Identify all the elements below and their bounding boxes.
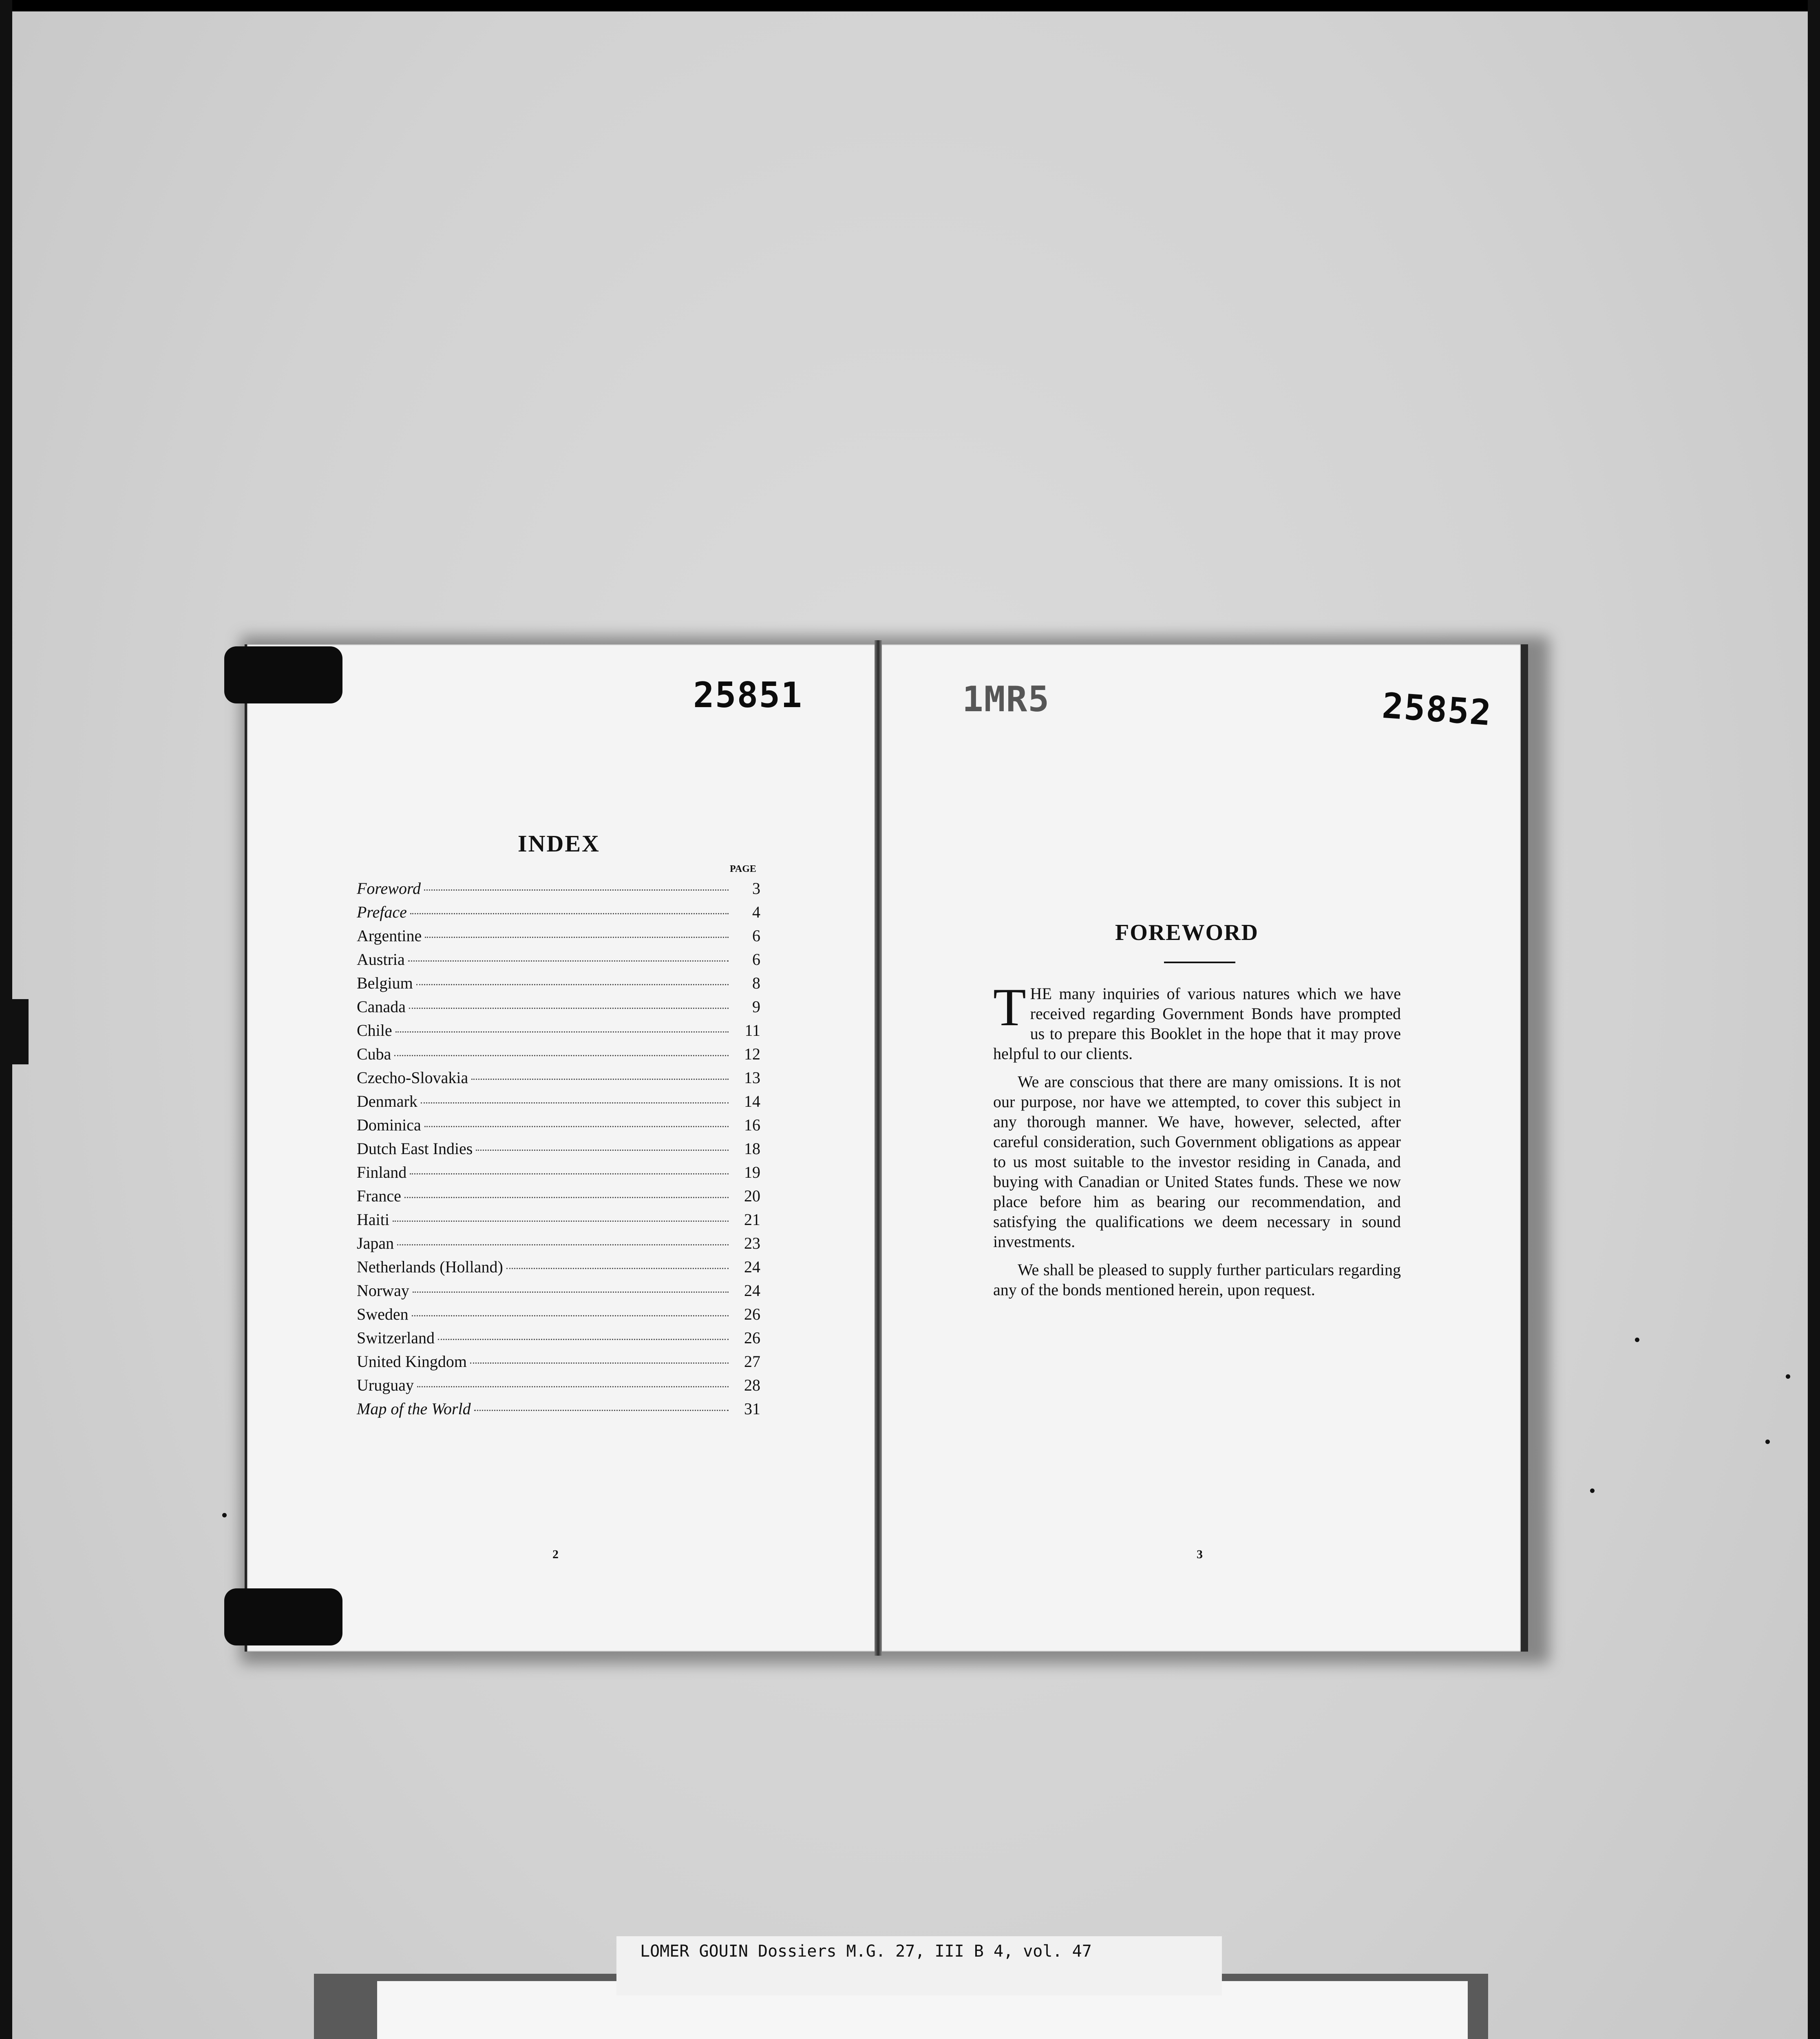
index-entry-page: 4 <box>752 903 760 921</box>
index-entry-page: 3 <box>752 879 760 898</box>
index-entry-leader <box>393 1221 729 1222</box>
index-entry-label: United Kingdom <box>357 1352 467 1371</box>
index-entry-page: 28 <box>744 1376 760 1394</box>
index-entry-page: 21 <box>744 1210 760 1229</box>
index-entry <box>357 1352 760 1376</box>
index-entry-label: Japan <box>357 1234 394 1252</box>
index-entry <box>357 1139 760 1163</box>
index-entry-page: 26 <box>744 1305 760 1323</box>
index-entry-page: 24 <box>744 1258 760 1276</box>
index-entry-page: 27 <box>744 1352 760 1371</box>
index-entry <box>357 1399 760 1423</box>
index-entry <box>357 1092 760 1115</box>
foreword-paragraph-1 <box>993 977 1401 1064</box>
index-entry-label: Cuba <box>357 1045 391 1063</box>
index-entry-leader <box>394 1055 729 1056</box>
binder-clip-top <box>224 646 342 703</box>
index-entry-page: 26 <box>744 1329 760 1347</box>
index-entry-leader <box>474 1410 729 1411</box>
index-entry-label: Denmark <box>357 1092 417 1110</box>
index-entry <box>357 1210 760 1234</box>
foreword-rule <box>1164 962 1235 963</box>
ghost-stamp: 1MR5 <box>962 679 1050 720</box>
index-entry-label: Netherlands (Holland) <box>357 1258 503 1276</box>
index-entry <box>357 950 760 973</box>
index-entry-label: Dominica <box>357 1116 421 1134</box>
index-entry-leader <box>506 1268 729 1269</box>
index-entry-page: 18 <box>744 1139 760 1158</box>
index-entry <box>357 1328 760 1352</box>
foreword-title: FOREWORD <box>1115 920 1259 945</box>
index-entry <box>357 926 760 950</box>
index-entry-label: Map of the World <box>357 1400 471 1418</box>
index-entry-page: 16 <box>744 1116 760 1134</box>
stamp-number-left: 25851 <box>693 675 803 716</box>
index-entry-page: 11 <box>744 1021 760 1039</box>
index-list <box>357 879 760 1423</box>
index-entry-leader <box>413 1292 729 1293</box>
index-entry-page: 12 <box>744 1045 760 1063</box>
right-page-folio: 3 <box>1197 1548 1203 1561</box>
index-entry-label: Foreword <box>357 879 421 898</box>
index-entry-leader <box>404 1197 729 1198</box>
index-entry-page: 20 <box>744 1187 760 1205</box>
index-entry <box>357 973 760 997</box>
index-entry-label: Austria <box>357 950 405 969</box>
index-entry-label: Belgium <box>357 974 413 992</box>
index-entry-label: Czecho-Slovakia <box>357 1068 468 1087</box>
index-entry-leader <box>425 937 729 938</box>
index-entry-label: Canada <box>357 997 406 1016</box>
index-entry-page: 23 <box>744 1234 760 1252</box>
index-entry <box>357 879 760 902</box>
index-entry-leader <box>412 1315 729 1316</box>
index-entry-label: Uruguay <box>357 1376 414 1394</box>
index-entry <box>357 1115 760 1139</box>
index-entry <box>357 902 760 926</box>
index-entry <box>357 1068 760 1092</box>
index-entry-leader <box>409 1008 729 1009</box>
foreword-paragraph-2: We are conscious that there are many omissions. It is not our purpose, nor have we attempted, to cover this subject in any thorough manner. We have, however, selected, after careful consideration, such Government obligations as appear to us most suitable to the investor residing in Canada, and buying with Canadian or United States funds. These we now place before him as bearing our recommendation, and satisfying the qualifications we deem necessary in sound investments. <box>993 1073 1401 1251</box>
index-entry-leader <box>417 1386 729 1387</box>
index-entry-leader <box>397 1244 729 1245</box>
dust-speck <box>1765 1440 1770 1444</box>
foreword-paragraph-1-text: HE many inquiries of various natures which we have received regarding Government Bonds have prompted us to prepare this Booklet in the hope that it may prove helpful to our clients. <box>993 984 1401 1063</box>
index-entry-label: Finland <box>357 1163 407 1181</box>
index-entry <box>357 1044 760 1068</box>
index-entry <box>357 1281 760 1305</box>
index-entry <box>357 997 760 1021</box>
index-entry <box>357 1234 760 1257</box>
index-entry-page: 13 <box>744 1068 760 1087</box>
left-edge-notch <box>0 999 29 1064</box>
dust-speck <box>1786 1374 1790 1379</box>
foreword-paragraph-3: We shall be pleased to supply further particulars regarding any of the bonds mentioned herein, upon request. <box>993 1261 1401 1299</box>
index-entry-leader <box>471 1079 729 1080</box>
index-entry <box>357 1163 760 1186</box>
booklet-spine <box>875 640 882 1656</box>
index-entry-leader <box>424 889 729 891</box>
index-entry-label: Haiti <box>357 1210 389 1229</box>
index-entry <box>357 1305 760 1328</box>
dossier-label: LOMER GOUIN Dossiers M.G. 27, III B 4, vol. 47 <box>640 1942 1092 1961</box>
index-entry-label: Sweden <box>357 1305 409 1323</box>
index-entry-page: 6 <box>752 950 760 969</box>
index-entry-leader <box>470 1362 729 1364</box>
index-entry-leader <box>410 913 729 914</box>
foreword-body <box>993 977 1401 1308</box>
index-entry-page: 6 <box>752 927 760 945</box>
index-entry-label: Norway <box>357 1281 409 1300</box>
index-entry-leader <box>421 1102 729 1104</box>
left-page-folio: 2 <box>552 1548 559 1561</box>
right-film-edge <box>1808 0 1820 2039</box>
dust-speck <box>1635 1338 1639 1342</box>
index-entry-label: Argentine <box>357 927 422 945</box>
index-entry <box>357 1376 760 1399</box>
index-entry-label: France <box>357 1187 401 1205</box>
index-entry <box>357 1257 760 1281</box>
index-entry-leader <box>408 960 729 962</box>
index-entry-leader <box>410 1173 729 1174</box>
dust-speck <box>1590 1488 1595 1493</box>
index-entry-page: 24 <box>744 1281 760 1300</box>
index-entry <box>357 1021 760 1044</box>
binder-clip-bottom <box>224 1588 342 1645</box>
index-entry-label: Preface <box>357 903 407 921</box>
index-entry-leader <box>395 1031 729 1033</box>
dust-speck <box>222 1513 227 1517</box>
stamp-number-right: 25852 <box>1380 685 1493 734</box>
index-entry-label: Chile <box>357 1021 392 1039</box>
index-entry-label: Switzerland <box>357 1329 435 1347</box>
drop-cap: T <box>993 977 1026 1037</box>
index-entry <box>357 1186 760 1210</box>
index-entry-leader <box>424 1126 729 1127</box>
index-page-column-header: PAGE <box>730 864 756 874</box>
index-entry-leader <box>476 1150 729 1151</box>
index-entry-leader <box>438 1339 729 1340</box>
index-entry-label: Dutch East Indies <box>357 1139 473 1158</box>
index-entry-leader <box>416 984 729 985</box>
index-entry-page: 14 <box>744 1092 760 1110</box>
index-entry-page: 9 <box>752 997 760 1016</box>
index-entry-page: 8 <box>752 974 760 992</box>
index-entry-page: 19 <box>744 1163 760 1181</box>
index-entry-page: 31 <box>744 1400 760 1418</box>
index-title: INDEX <box>518 830 600 857</box>
